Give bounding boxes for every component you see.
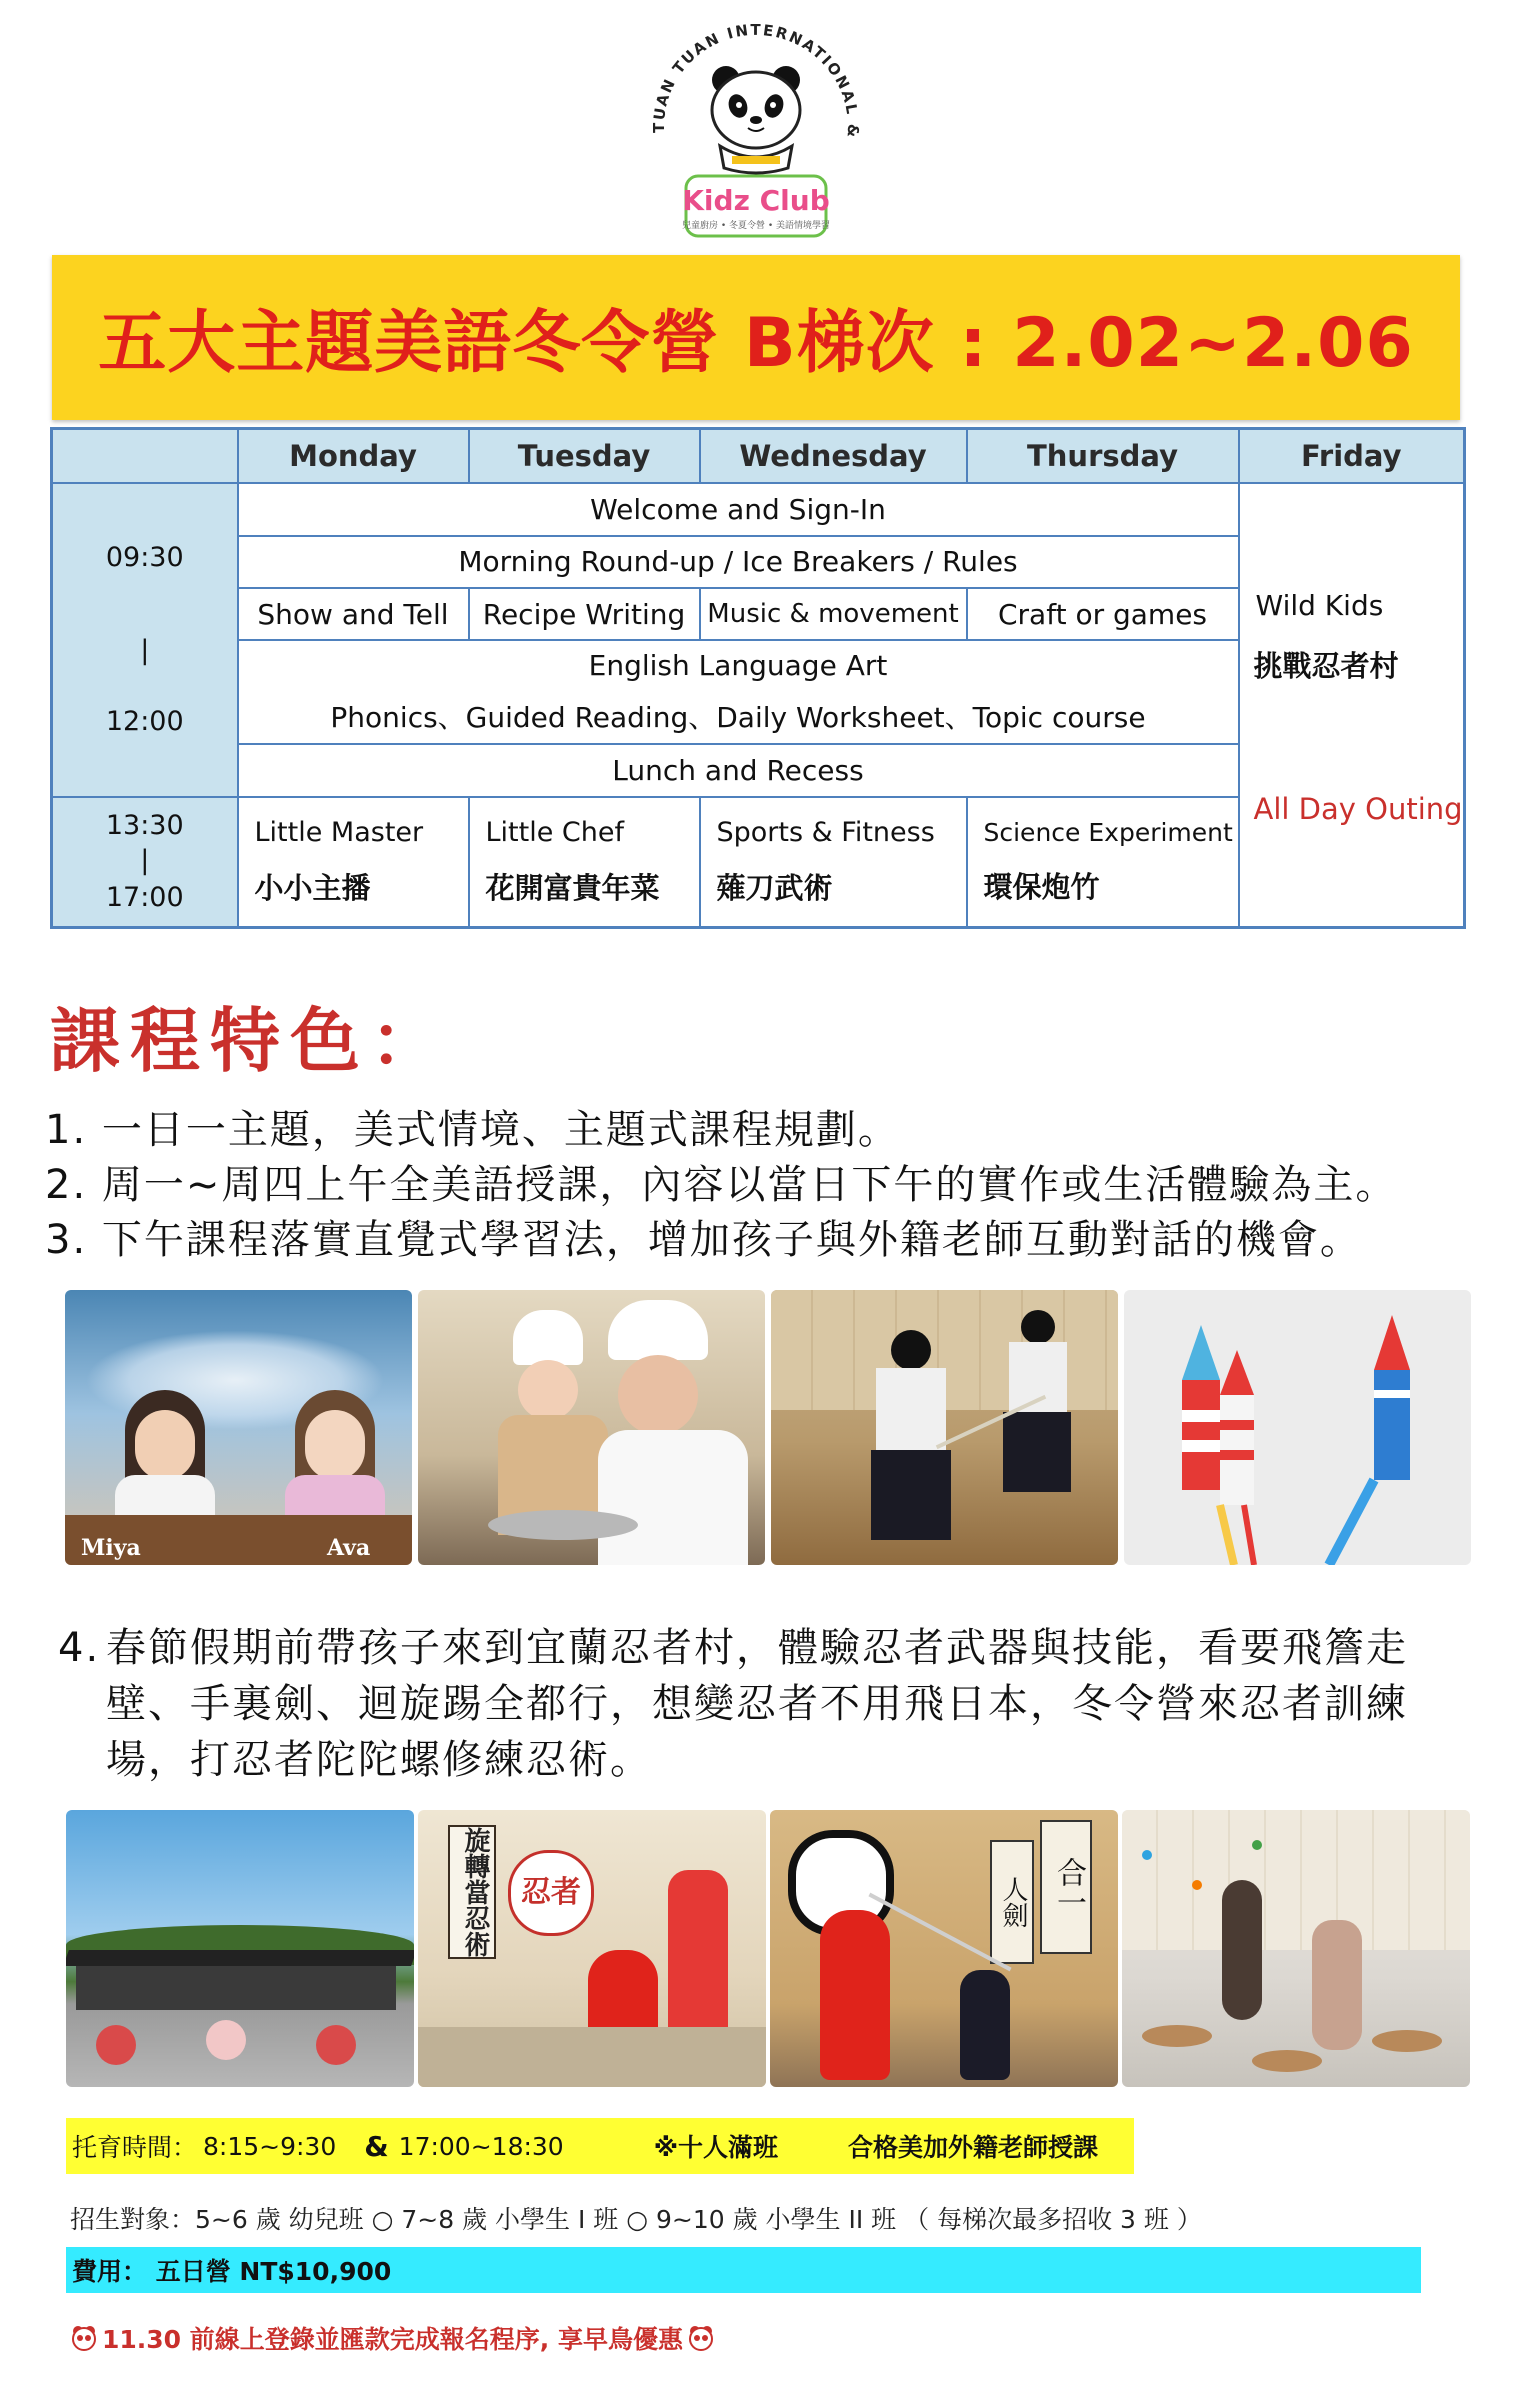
am-end: 12:00: [105, 706, 184, 738]
pm-end: 17:00: [105, 882, 184, 914]
friday-en: Wild Kids: [1255, 589, 1384, 623]
photo-label-miya: Miya: [81, 1535, 141, 1561]
photo-ninja-sword: [770, 1810, 1118, 2087]
banner-person-sword: 人劍: [990, 1840, 1034, 1964]
am-activity-tuesday: Recipe Writing: [469, 588, 700, 640]
care-ampersand: &: [364, 2129, 389, 2163]
feature-4-line-3: 場，打忍者陀陀螺修練忍術。: [106, 1737, 652, 1783]
care-label: 托育時間：: [72, 2133, 198, 2162]
fee-bar: [66, 2247, 1421, 2293]
page-title: 五大主題美語冬令營 B梯次 : 2.02~2.06: [98, 304, 1414, 383]
ela-detail: Phonics、Guided Reading、Daily Worksheet、Topic course: [330, 700, 1146, 734]
roundup-cell: Morning Round-up / Ice Breakers / Rules: [238, 536, 1239, 588]
panda-icon: [712, 66, 800, 173]
logo-ring-text: TUAN TUAN INTERNATIONAL &: [649, 20, 863, 140]
care-time-evening: 17:00~18:30: [398, 2131, 564, 2161]
am-activity-thursday: Craft or games: [967, 588, 1239, 640]
afternoon-time-cell: [52, 797, 238, 928]
enrollment-target: 招生對象：5~6 歲 幼兒班 ○ 7~8 歲 小學生 I 班 ○ 9~10 歲 小學生 II 班 （ 每梯次最多招收 3 班 ）: [70, 2205, 1202, 2234]
photo-climbing-wall: [1122, 1810, 1470, 2087]
banner-unity: 合一: [1040, 1820, 1092, 1954]
pm-activity-monday: Little Master 小小主播: [238, 797, 469, 928]
logo-brand: Kidz Club: [682, 184, 830, 217]
header-tuesday: Tuesday: [469, 429, 700, 484]
welcome-cell: Welcome and Sign-In: [238, 483, 1239, 535]
class-size-note: ※十人滿班: [653, 2133, 779, 2162]
logo-tagline: 兒童廚房 • 冬夏令營 • 美語情境學習: [681, 221, 831, 231]
care-time-morning: 8:15~9:30: [203, 2131, 337, 2161]
am-activity-monday: Show and Tell: [238, 588, 469, 640]
teacher-note: 合格美加外籍老師授課: [848, 2133, 1099, 2162]
fee-text: 費用： 五日營 NT$10,900: [72, 2257, 392, 2286]
friday-zh: 挑戰忍者村: [1253, 649, 1399, 684]
care-hours-bar: [66, 2118, 1134, 2174]
photo-little-anchors: [65, 1290, 412, 1565]
photo-little-chef: [418, 1290, 765, 1565]
friday-cell: [1239, 483, 1465, 927]
am-activity-wednesday: Music & movement: [700, 588, 967, 640]
ninja-emblem: 忍者: [508, 1850, 594, 1936]
photo-ninja-show: [418, 1810, 766, 2087]
morning-time-cell: [52, 483, 238, 796]
photo-naginata: [771, 1290, 1118, 1565]
feature-4-line-2: 壁、手裏劍、迴旋踢全都行，想變忍者不用飛日本，冬令營來忍者訓練: [106, 1681, 1408, 1727]
header-corner: [52, 429, 238, 484]
lunch-cell: Lunch and Recess: [238, 744, 1239, 796]
panda-face-icon: [687, 2324, 715, 2352]
photo-label-ava: Ava: [327, 1535, 371, 1561]
ela-title: English Language Art: [588, 648, 888, 682]
banner-ninja-technique: 旋轉當忍術: [448, 1825, 496, 1959]
rocket-icon: [1329, 1315, 1410, 1565]
feature-4: [58, 1620, 1478, 1788]
ela-cell: [238, 640, 1239, 744]
pm-activity-wednesday: Sports & Fitness 薙刀武術: [700, 797, 967, 928]
header-friday: Friday: [1239, 429, 1465, 484]
feature-2: 2. 周一~周四上午全美語授課，內容以當日下午的實作或生活體驗為主。: [45, 1162, 1398, 1208]
header-thursday: Thursday: [967, 429, 1239, 484]
feature-4-line-1: 春節假期前帶孩子來到宜蘭忍者村，體驗忍者武器與技能，看要飛簷走: [106, 1625, 1408, 1671]
early-bird-text: 11.30 前線上登錄並匯款完成報名程序, 享早鳥優惠: [102, 2325, 683, 2354]
photo-ninja-village: [66, 1810, 414, 2087]
header-wednesday: Wednesday: [700, 429, 967, 484]
am-start: 09:30: [105, 542, 184, 574]
kidz-club-logo: [628, 18, 884, 240]
feature-1: 1. 一日一主題，美式情境、主題式課程規劃。: [45, 1107, 900, 1153]
panda-face-icon: [70, 2324, 98, 2352]
pm-start: 13:30: [105, 810, 184, 842]
pm-activity-tuesday: Little Chef 花開富貴年菜: [469, 797, 700, 928]
feature-3: 3. 下午課程落實直覺式學習法，增加孩子與外籍老師互動對話的機會。: [45, 1217, 1362, 1263]
pm-separator: |: [140, 845, 150, 877]
feature-4-number: 4.: [58, 1625, 101, 1671]
am-separator: |: [140, 635, 150, 667]
rocket-icon: [1182, 1325, 1254, 1565]
title-banner: [52, 255, 1460, 420]
schedule-table: [50, 427, 1466, 929]
header-monday: Monday: [238, 429, 469, 484]
pm-activity-thursday: Science Experiment 環保炮竹: [967, 797, 1239, 928]
early-bird-note: [70, 2320, 715, 2356]
features-heading: 課程特色：: [50, 1000, 450, 1082]
photo-firecrackers: [1124, 1290, 1471, 1565]
friday-outing: All Day Outing: [1253, 792, 1463, 827]
